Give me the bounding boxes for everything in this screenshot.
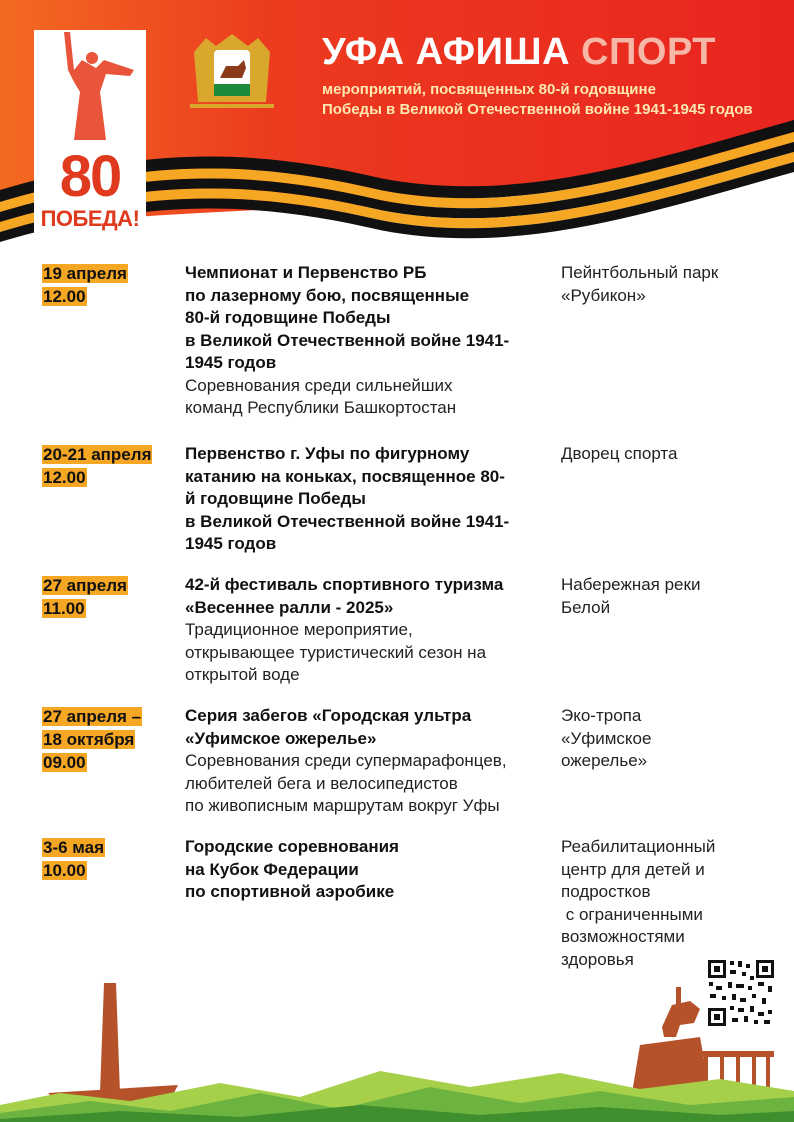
event-place: Реабилитационный центр для детей и подростков с ограниченными возможностями здоровья: [561, 837, 716, 969]
event-date: 20-21 апреля 12.00: [43, 445, 152, 487]
event-date: 27 апреля – 18 октября 09.00: [43, 707, 142, 772]
motherland-statue-icon: [34, 30, 146, 150]
page-subtitle: [322, 80, 753, 120]
event-info: Первенство г. Уфы по фигурному катанию на коньках, посвященное 80- й годовщине Победы в Великой Отечественной войне 1941- 1945 годов: [185, 444, 510, 553]
horseman-statue-icon: [632, 987, 774, 1093]
event-date: 27 апреля 11.00: [43, 576, 127, 618]
event-date: 19 апреля 12.00: [43, 264, 127, 306]
event-place: Эко-тропа «Уфимское ожерелье»: [561, 706, 652, 770]
event-place: Набережная реки Белой: [561, 575, 701, 617]
subtitle-line-1: мероприятий, посвященных 80-й годовщине: [322, 81, 656, 98]
logo-word: ПОБЕДА!: [40, 206, 140, 231]
monument-icon: [48, 983, 178, 1105]
subtitle-line-2: Победы в Великой Отечественной войне 1941-1945 годов: [322, 101, 753, 118]
event-place: Пейнтбольный парк «Рубикон»: [561, 263, 719, 305]
ufa-coat-of-arms-icon: [186, 32, 278, 112]
footer-landscape: [0, 975, 794, 1122]
event-info: Городские соревнования на Кубок Федерации по спортивной аэробике: [185, 837, 399, 901]
event-info: Чемпионат и Первенство РБ по лазерному бою, посвященные 80-й годовщине Победы в Великой Отечественной войне 1941- 1945 годов Соревнования среди сильнейших команд Республики Башкортостан: [185, 263, 510, 417]
event-info: Серия забегов «Городская ультра «Уфимское ожерелье» Соревнования среди супермарафонцев, любителей бега и велосипедистов по живописным маршрутам вокруг Уфы: [185, 706, 507, 815]
title-accent: СПОРТ: [581, 31, 716, 73]
event-info: 42-й фестиваль спортивного туризма «Весеннее ралли - 2025» Традиционное мероприятие, открывающее туристический сезон на открытой воде: [185, 575, 504, 684]
logo-number: 80: [59, 144, 121, 209]
page-title: [322, 32, 716, 72]
header-banner: [0, 0, 794, 250]
event-place: Дворец спорта: [561, 444, 678, 463]
title-main: УФА АФИША: [322, 31, 571, 73]
event-date: 3-6 мая 10.00: [43, 838, 105, 880]
